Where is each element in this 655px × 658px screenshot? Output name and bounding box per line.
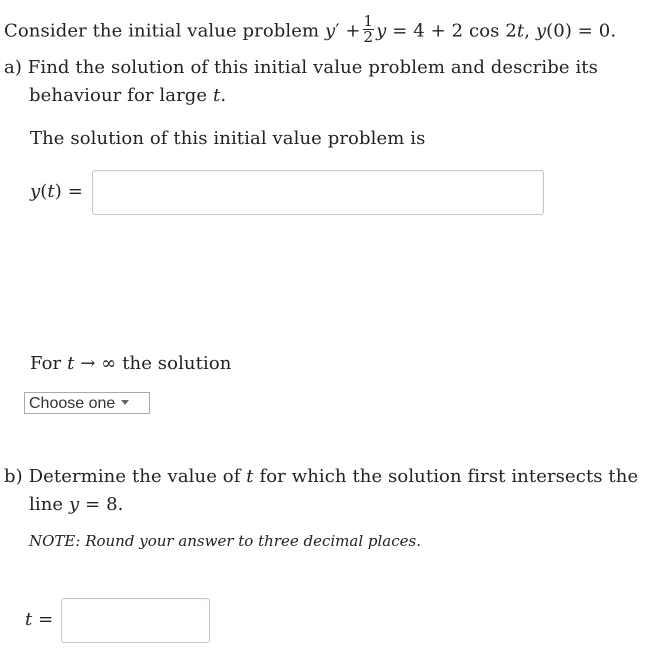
answer-b-label: t = (25, 609, 54, 630)
part-a-question (4, 56, 598, 80)
behaviour-select[interactable] (24, 392, 150, 414)
part-b-question-line2: line y = 8. (29, 494, 124, 515)
rounding-note: NOTE: Round your answer to three decimal places. (29, 532, 421, 550)
limit-statement: For t → ∞ the solution (30, 353, 232, 374)
ode-t: t (516, 20, 525, 42)
part-b-label: b) (4, 466, 23, 487)
ode-plus: + (345, 20, 361, 42)
answer-a-label: y(t) = (30, 181, 83, 202)
ic-y: y (535, 20, 547, 42)
part-a-question-line2: behaviour for large t. (29, 85, 227, 106)
solution-input[interactable] (92, 170, 544, 215)
ode-y-prime: y′ (325, 20, 340, 42)
part-a-label: a) (4, 57, 22, 78)
behaviour-select-value: Choose one (29, 395, 116, 412)
ode-rhs: = 4 + 2 cos 2 (392, 20, 517, 42)
problem-statement: Consider the initial value problem y′ + $\frac{1}{2}$ y = 4 + 2 cos 2t, y(0) = 0. (4, 12, 617, 46)
problem-intro: Consider the initial value problem (4, 20, 320, 42)
ode-y: y (376, 20, 387, 42)
ode-fraction: $\frac{1}{2}$ (363, 12, 374, 46)
chevron-down-icon (121, 400, 129, 405)
part-b-question: b) Determine the value of t for which the solution first intersects the (4, 466, 639, 487)
ic-rest: (0) = 0. (546, 20, 617, 42)
t-value-input[interactable] (61, 598, 210, 643)
part-a-text-line1: Find the solution of this initial value problem and describe its (27, 57, 598, 78)
solution-prompt: The solution of this initial value problem is (30, 128, 426, 149)
